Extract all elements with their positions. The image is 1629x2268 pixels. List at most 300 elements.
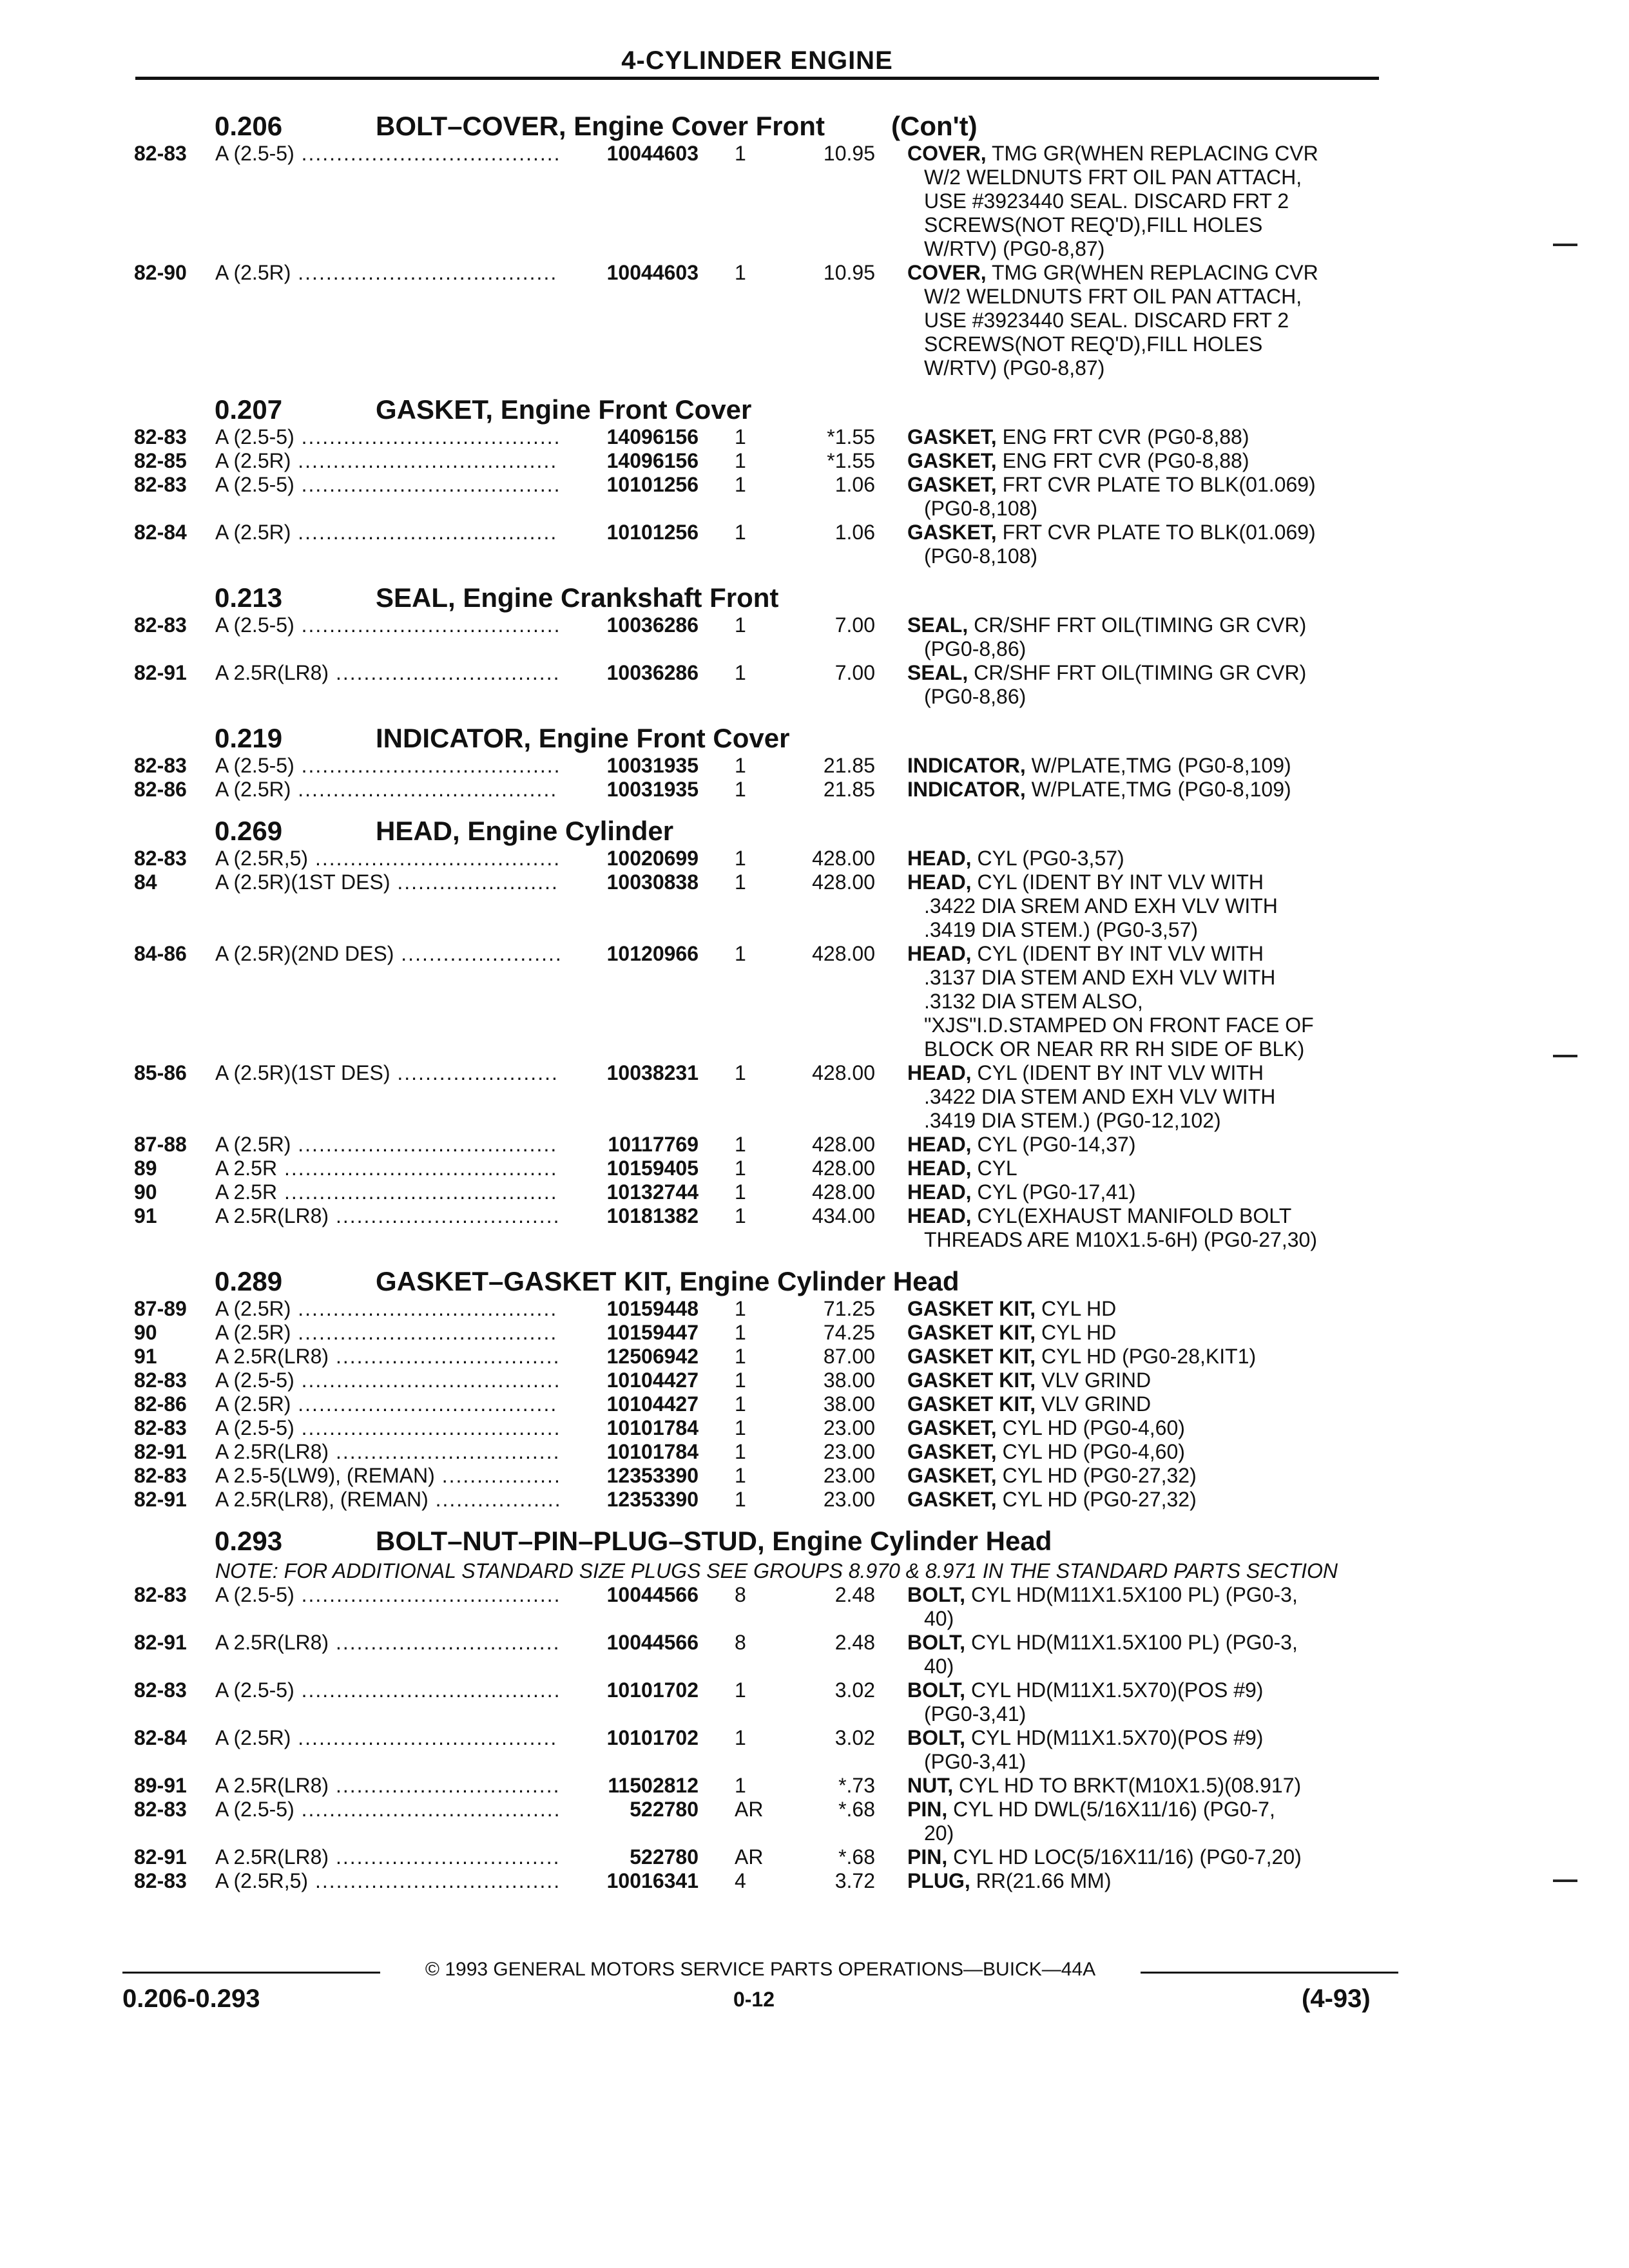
description-keyword: HEAD,: [907, 847, 972, 870]
price: 428.00: [812, 1180, 875, 1204]
quantity: 1: [735, 942, 746, 965]
part-number: 10159447: [559, 1321, 699, 1345]
engine-code: A (2.5-5) .....: [215, 142, 563, 166]
description-keyword: GASKET KIT,: [907, 1369, 1036, 1392]
description-text: CYL (IDENT BY INT VLV WITH: [977, 1061, 1264, 1084]
quantity: AR: [735, 1845, 764, 1869]
description-keyword: SEAL,: [907, 661, 969, 684]
description-keyword: GASKET KIT,: [907, 1345, 1036, 1368]
part-description: [907, 1392, 1384, 1416]
model-years: 82-83: [134, 1369, 187, 1392]
part-number: 10031935: [559, 754, 699, 778]
description-keyword: COVER,: [907, 142, 987, 165]
section-heading: [134, 582, 1384, 613]
description-text: CYL HD DWL(5/16X11/16) (PG0-7,: [953, 1798, 1275, 1821]
engine-code: A (2.5R)(1ST DES) .....: [215, 1061, 563, 1085]
description-keyword: INDICATOR,: [907, 754, 1026, 777]
part-number: 10044566: [559, 1583, 699, 1607]
quantity: 1: [735, 425, 746, 448]
footer-rule-right: [1141, 1972, 1398, 1974]
footer-copyright: © 1993 GENERAL MOTORS SERVICE PARTS OPERATIONS—BUICK—44A: [387, 1959, 1134, 1981]
quantity: 1: [735, 1180, 746, 1204]
part-description: [907, 1180, 1384, 1204]
model-years: 82-83: [134, 613, 187, 637]
part-row: [134, 261, 1384, 380]
description-continuation: .3137 DIA STEM AND EXH VLV WITH: [924, 966, 1276, 989]
part-row: [134, 1369, 1384, 1392]
model-years: 82-83: [134, 1464, 187, 1487]
model-years: 82-84: [134, 521, 187, 544]
description-line: [907, 661, 1384, 685]
price: 38.00: [823, 1392, 875, 1416]
part-number: 10104427: [559, 1369, 699, 1392]
model-years: 90: [134, 1180, 157, 1204]
part-row: [134, 521, 1384, 568]
engine-code: A (2.5R)(1ST DES) .....: [215, 870, 563, 894]
description-keyword: GASKET,: [907, 473, 997, 496]
part-row: [134, 1392, 1384, 1416]
part-row: [134, 1440, 1384, 1464]
price: 87.00: [823, 1345, 875, 1368]
model-years: 82-83: [134, 425, 187, 448]
description-line: [907, 1345, 1384, 1369]
quantity: 8: [735, 1631, 746, 1654]
description-continuation: 20): [924, 1821, 954, 1845]
price: 23.00: [823, 1440, 875, 1463]
engine-code: A (2.5-5) .....: [215, 1583, 563, 1607]
description-keyword: HEAD,: [907, 870, 972, 894]
quantity: AR: [735, 1798, 764, 1821]
part-row: [134, 754, 1384, 778]
part-number: 10044603: [559, 261, 699, 285]
description-keyword: HEAD,: [907, 1157, 972, 1180]
engine-code: A (2.5R) .....: [215, 778, 563, 802]
description-text: W/PLATE,TMG (PG0-8,109): [1031, 754, 1291, 777]
description-keyword: INDICATOR,: [907, 778, 1026, 801]
part-row: [134, 1845, 1384, 1869]
description-text: CYL HD(M11X1.5X70)(POS #9): [970, 1726, 1264, 1749]
model-years: 82-85: [134, 449, 187, 472]
engine-code: A (2.5R) .....: [215, 1133, 563, 1157]
price: 10.95: [823, 142, 875, 165]
model-years: 82-83: [134, 1869, 187, 1892]
section-heading: [134, 111, 1384, 142]
price: 3.02: [834, 1678, 875, 1702]
part-number: 10159448: [559, 1297, 699, 1321]
engine-code: A (2.5-5) .....: [215, 613, 563, 637]
part-row: [134, 1297, 1384, 1321]
part-description: [907, 1133, 1384, 1157]
engine-code: A (2.5-5) .....: [215, 1416, 563, 1440]
engine-code: A (2.5R) .....: [215, 449, 563, 473]
description-line: [907, 1798, 1384, 1821]
section-number: 0.207: [215, 394, 283, 425]
description-text: CYL HD(M11X1.5X100 PL) (PG0-3,: [970, 1583, 1298, 1606]
description-continuation: 40): [924, 1655, 954, 1678]
part-description: [907, 1321, 1384, 1345]
part-description: [907, 778, 1384, 802]
model-years: 82-83: [134, 1678, 187, 1702]
section-heading: [134, 816, 1384, 847]
engine-code: A (2.5R,5) .....: [215, 847, 563, 870]
engine-code: A (2.5-5) .....: [215, 1798, 563, 1821]
model-years: 82-91: [134, 1631, 187, 1654]
description-keyword: GASKET,: [907, 1488, 997, 1511]
section-title: SEAL, Engine Crankshaft Front: [376, 582, 779, 613]
part-row: [134, 1133, 1384, 1157]
part-row: [134, 142, 1384, 261]
engine-code: A (2.5R)(2ND DES) .....: [215, 942, 563, 966]
description-line: [907, 1204, 1384, 1228]
part-description: [907, 1440, 1384, 1464]
description-continuation: .3132 DIA STEM ALSO,: [924, 990, 1143, 1013]
description-text: CYL HD (PG0-27,32): [1002, 1488, 1197, 1511]
part-number: 10104427: [559, 1392, 699, 1416]
part-number: 10044566: [559, 1631, 699, 1655]
quantity: 1: [735, 1369, 746, 1392]
description-continuation: .3419 DIA STEM.) (PG0-12,102): [924, 1109, 1221, 1132]
price: 23.00: [823, 1416, 875, 1439]
part-row: [134, 1464, 1384, 1488]
description-text: CYL (IDENT BY INT VLV WITH: [977, 870, 1264, 894]
section-number: 0.219: [215, 723, 283, 753]
description-continuation: "XJS"I.D.STAMPED ON FRONT FACE OF: [924, 1014, 1314, 1037]
description-continuation: .3419 DIA STEM.) (PG0-3,57): [924, 918, 1199, 941]
part-number: 10120966: [559, 942, 699, 966]
description-continuation: (PG0-3,41): [924, 1750, 1027, 1773]
description-text: CYL HD (PG0-4,60): [1002, 1416, 1185, 1439]
description-continuation: W/2 WELDNUTS FRT OIL PAN ATTACH,: [924, 166, 1302, 189]
section-title: BOLT–NUT–PIN–PLUG–STUD, Engine Cylinder Head: [376, 1526, 1052, 1556]
model-years: 91: [134, 1345, 157, 1368]
description-text: CR/SHF FRT OIL(TIMING GR CVR): [974, 661, 1307, 684]
footer-date: (4-93): [1302, 1984, 1371, 2013]
description-keyword: HEAD,: [907, 1133, 972, 1156]
part-row: [134, 449, 1384, 473]
description-text: FRT CVR PLATE TO BLK(01.069): [1002, 521, 1316, 544]
description-keyword: HEAD,: [907, 942, 972, 965]
price: 428.00: [812, 847, 875, 870]
model-years: 89-91: [134, 1774, 187, 1797]
part-number: 10132744: [559, 1180, 699, 1204]
price: 23.00: [823, 1464, 875, 1487]
model-years: 82-83: [134, 847, 187, 870]
description-text: CYL HD (PG0-27,32): [1002, 1464, 1197, 1487]
part-row: [134, 1488, 1384, 1512]
part-description: [907, 142, 1384, 261]
quantity: 1: [735, 1464, 746, 1487]
description-text: TMG GR(WHEN REPLACING CVR: [992, 261, 1318, 284]
description-line: [907, 425, 1384, 449]
model-years: 82-86: [134, 1392, 187, 1416]
description-keyword: BOLT,: [907, 1726, 966, 1749]
section-title: GASKET–GASKET KIT, Engine Cylinder Head: [376, 1266, 959, 1296]
part-row: [134, 1798, 1384, 1845]
description-keyword: HEAD,: [907, 1180, 972, 1204]
quantity: 1: [735, 142, 746, 165]
quantity: 1: [735, 870, 746, 894]
part-description: [907, 1583, 1384, 1631]
catalog-section: [134, 394, 1384, 568]
description-text: VLV GRIND: [1041, 1392, 1152, 1416]
quantity: 1: [735, 1133, 746, 1156]
part-number: 10181382: [559, 1204, 699, 1228]
description-keyword: GASKET,: [907, 449, 997, 472]
part-description: [907, 1297, 1384, 1321]
part-number: 10016341: [559, 1869, 699, 1893]
quantity: 1: [735, 1345, 746, 1368]
model-years: 84: [134, 870, 157, 894]
engine-code: A 2.5R(LR8) .....: [215, 1774, 563, 1798]
part-description: [907, 870, 1384, 942]
quantity: 1: [735, 661, 746, 684]
description-continuation: W/RTV) (PG0-8,87): [924, 237, 1105, 260]
quantity: 1: [735, 521, 746, 544]
engine-code: A (2.5R) .....: [215, 1726, 563, 1750]
engine-code: A (2.5-5) .....: [215, 1678, 563, 1702]
description-line: [907, 1583, 1384, 1607]
description-line: [907, 1845, 1384, 1869]
model-years: 91: [134, 1204, 157, 1227]
engine-code: A (2.5-5) .....: [215, 1369, 563, 1392]
part-number: 10101702: [559, 1678, 699, 1702]
part-number: 10101784: [559, 1416, 699, 1440]
part-row: [134, 1678, 1384, 1726]
model-years: 87-89: [134, 1297, 187, 1320]
description-line: [907, 1180, 1384, 1204]
description-line: [907, 942, 1384, 966]
part-description: [907, 847, 1384, 870]
model-years: 84-86: [134, 942, 187, 965]
description-line: [907, 1678, 1384, 1702]
description-text: TMG GR(WHEN REPLACING CVR: [992, 142, 1318, 165]
price: 10.95: [823, 261, 875, 284]
part-description: [907, 425, 1384, 449]
description-text: ENG FRT CVR (PG0-8,88): [1002, 449, 1249, 472]
price: *.68: [838, 1798, 875, 1821]
description-line: [907, 1869, 1384, 1893]
part-row: [134, 942, 1384, 1061]
description-text: CYL HD LOC(5/16X11/16) (PG0-7,20): [953, 1845, 1302, 1869]
footer-group-range: 0.206-0.293: [122, 1984, 260, 2013]
description-text: RR(21.66 MM): [976, 1869, 1112, 1892]
catalog-section: [134, 111, 1384, 380]
description-continuation: .3422 DIA SREM AND EXH VLV WITH: [924, 894, 1278, 918]
section-title: INDICATOR, Engine Front Cover: [376, 723, 790, 753]
part-number: 10101256: [559, 521, 699, 544]
part-description: [907, 1204, 1384, 1252]
section-number: 0.269: [215, 816, 283, 846]
engine-code: A (2.5R,5) .....: [215, 1869, 563, 1893]
description-text: CYL (PG0-14,37): [977, 1133, 1136, 1156]
model-years: 82-91: [134, 1845, 187, 1869]
description-line: [907, 613, 1384, 637]
description-continuation: (PG0-8,108): [924, 544, 1038, 568]
description-line: [907, 1774, 1384, 1798]
part-description: [907, 1631, 1384, 1678]
model-years: 82-84: [134, 1726, 187, 1749]
price: 71.25: [823, 1297, 875, 1320]
price: *1.55: [827, 449, 875, 472]
description-line: [907, 1133, 1384, 1157]
description-keyword: PIN,: [907, 1798, 948, 1821]
part-description: [907, 661, 1384, 709]
description-continuation: THREADS ARE M10X1.5-6H) (PG0-27,30): [924, 1228, 1317, 1251]
description-continuation: SCREWS(NOT REQ'D),FILL HOLES: [924, 332, 1263, 356]
part-number: 10159405: [559, 1157, 699, 1180]
model-years: 87-88: [134, 1133, 187, 1156]
engine-code: A (2.5R) .....: [215, 521, 563, 544]
part-row: [134, 1061, 1384, 1133]
description-text: CYL (PG0-17,41): [977, 1180, 1136, 1204]
price: 3.72: [834, 1869, 875, 1892]
price: 428.00: [812, 1061, 875, 1084]
description-keyword: BOLT,: [907, 1631, 966, 1654]
price: *.73: [838, 1774, 875, 1797]
quantity: 4: [735, 1869, 746, 1892]
price: *.68: [838, 1845, 875, 1869]
quantity: 1: [735, 1392, 746, 1416]
part-description: [907, 942, 1384, 1061]
margin-tick-mark: [1553, 244, 1577, 246]
quantity: 1: [735, 1488, 746, 1511]
section-title: BOLT–COVER, Engine Cover Front: [376, 111, 825, 141]
section-number: 0.213: [215, 582, 283, 613]
parts-catalog: [134, 97, 1384, 1893]
part-number: 10031935: [559, 778, 699, 802]
part-row: [134, 473, 1384, 521]
description-keyword: GASKET KIT,: [907, 1392, 1036, 1416]
quantity: 1: [735, 1297, 746, 1320]
section-number: 0.206: [215, 111, 283, 141]
part-number: 10036286: [559, 613, 699, 637]
description-text: CYL HD (PG0-28,KIT1): [1041, 1345, 1257, 1368]
description-text: VLV GRIND: [1041, 1369, 1152, 1392]
quantity: 1: [735, 1440, 746, 1463]
description-line: [907, 261, 1384, 285]
price: 3.02: [834, 1726, 875, 1749]
description-text: CYL (IDENT BY INT VLV WITH: [977, 942, 1264, 965]
part-number: 10044603: [559, 142, 699, 166]
description-line: [907, 142, 1384, 166]
part-number: 522780: [559, 1845, 699, 1869]
part-number: 12353390: [559, 1488, 699, 1512]
description-keyword: PIN,: [907, 1845, 948, 1869]
engine-code: A 2.5-5(LW9), (REMAN) .....: [215, 1464, 563, 1488]
quantity: 1: [735, 1204, 746, 1227]
part-description: [907, 613, 1384, 661]
description-keyword: HEAD,: [907, 1204, 972, 1227]
part-description: [907, 1678, 1384, 1726]
description-keyword: BOLT,: [907, 1678, 966, 1702]
part-description: [907, 1464, 1384, 1488]
description-text: FRT CVR PLATE TO BLK(01.069): [1002, 473, 1316, 496]
model-years: 85-86: [134, 1061, 187, 1084]
quantity: 1: [735, 778, 746, 801]
section-heading: [134, 1266, 1384, 1297]
price: 428.00: [812, 1133, 875, 1156]
quantity: 1: [735, 1157, 746, 1180]
part-row: [134, 870, 1384, 942]
quantity: 1: [735, 449, 746, 472]
footer-copyright-bar: [122, 1959, 1398, 1984]
description-keyword: BOLT,: [907, 1583, 966, 1606]
model-years: 82-91: [134, 1440, 187, 1463]
description-line: [907, 1061, 1384, 1085]
section-heading: [134, 1526, 1384, 1557]
price: 2.48: [834, 1583, 875, 1606]
description-continuation: W/RTV) (PG0-8,87): [924, 356, 1105, 380]
engine-code: A (2.5-5) .....: [215, 754, 563, 778]
description-line: [907, 1631, 1384, 1655]
quantity: 1: [735, 261, 746, 284]
description-line: [907, 847, 1384, 870]
part-row: [134, 1631, 1384, 1678]
catalog-section: [134, 1526, 1384, 1893]
part-number: 14096156: [559, 449, 699, 473]
part-description: [907, 754, 1384, 778]
quantity: 1: [735, 1678, 746, 1702]
description-line: [907, 1369, 1384, 1392]
part-row: [134, 1869, 1384, 1893]
price: 74.25: [823, 1321, 875, 1344]
part-description: [907, 449, 1384, 473]
section-heading: [134, 394, 1384, 425]
description-text: CYL (PG0-3,57): [977, 847, 1124, 870]
description-keyword: GASKET,: [907, 1440, 997, 1463]
price: *1.55: [827, 425, 875, 448]
part-description: [907, 473, 1384, 521]
description-line: [907, 870, 1384, 894]
part-row: [134, 425, 1384, 449]
description-text: CYL HD TO BRKT(M10X1.5)(08.917): [959, 1774, 1302, 1797]
description-continuation: 40): [924, 1607, 954, 1630]
part-number: 522780: [559, 1798, 699, 1821]
section-number: 0.289: [215, 1266, 283, 1296]
engine-code: A 2.5R(LR8) .....: [215, 1345, 563, 1369]
part-row: [134, 1204, 1384, 1252]
margin-tick-mark: [1553, 1055, 1577, 1057]
price: 21.85: [823, 754, 875, 777]
description-line: [907, 449, 1384, 473]
catalog-section: [134, 816, 1384, 1252]
description-line: [907, 1297, 1384, 1321]
quantity: 8: [735, 1583, 746, 1606]
description-text: CYL: [977, 1157, 1017, 1180]
engine-code: A 2.5R(LR8) .....: [215, 1631, 563, 1655]
quantity: 1: [735, 613, 746, 637]
description-text: ENG FRT CVR (PG0-8,88): [1002, 425, 1249, 448]
price: 2.48: [834, 1631, 875, 1654]
quantity: 1: [735, 1061, 746, 1084]
model-years: 90: [134, 1321, 157, 1344]
part-number: 12353390: [559, 1464, 699, 1488]
part-row: [134, 1726, 1384, 1774]
description-text: CYL(EXHAUST MANIFOLD BOLT: [977, 1204, 1292, 1227]
section-title: GASKET, Engine Front Cover: [376, 394, 752, 425]
price: 7.00: [834, 613, 875, 637]
description-continuation: (PG0-8,86): [924, 637, 1027, 660]
price: 428.00: [812, 870, 875, 894]
description-continuation: USE #3923440 SEAL. DISCARD FRT 2: [924, 189, 1289, 213]
part-description: [907, 1345, 1384, 1369]
description-keyword: GASKET,: [907, 1464, 997, 1487]
part-number: 10101256: [559, 473, 699, 497]
part-number: 14096156: [559, 425, 699, 449]
catalog-section: [134, 1266, 1384, 1512]
part-number: 11502812: [559, 1774, 699, 1798]
price: 7.00: [834, 661, 875, 684]
